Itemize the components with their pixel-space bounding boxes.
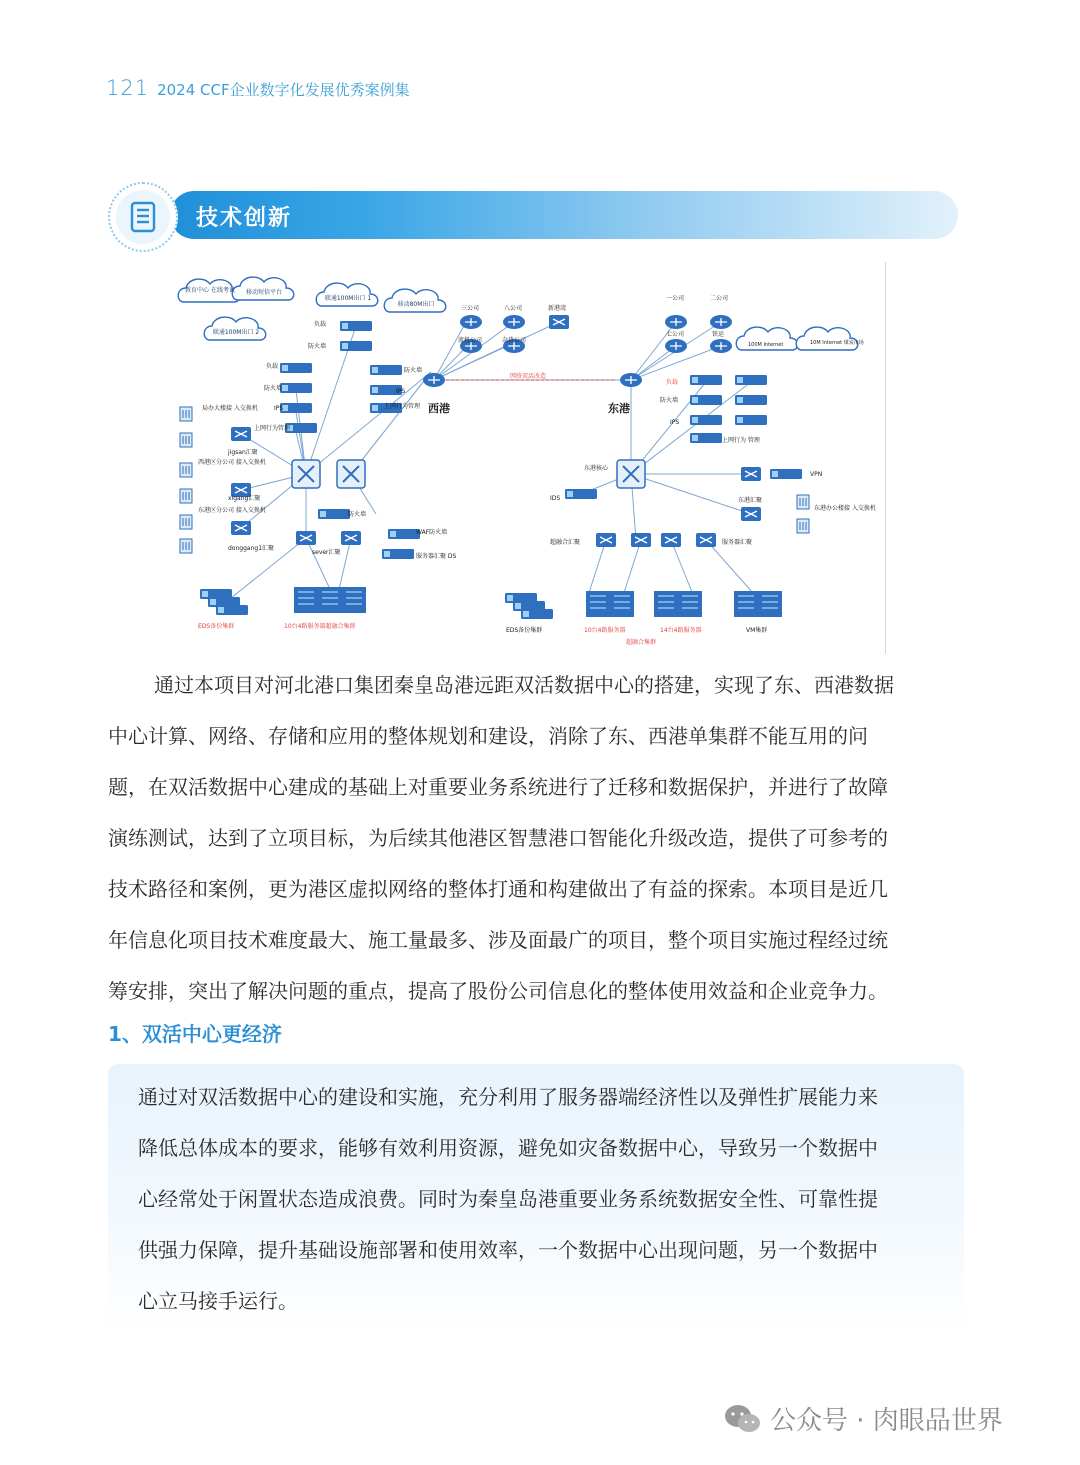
callout-line: 通过对双活数据中心的建设和实施，充分利用了服务器端经济性以及弹性扩展能力来 [138, 1085, 878, 1109]
link-label: 网络双活改造 [510, 373, 547, 380]
svg-text:一公司: 一公司 [666, 295, 685, 302]
svg-text:VPN: VPN [810, 471, 823, 478]
svg-text:IPS: IPS [274, 405, 284, 412]
callout-line: 供强力保障，提升基础设施部署和使用效率，一个数据中心出现问题，另一个数据中 [138, 1238, 878, 1262]
svg-text:10M Internet 煤炭市场: 10M Internet 煤炭市场 [810, 340, 864, 346]
svg-text:八公司: 八公司 [504, 305, 523, 312]
svg-text:负载: 负载 [266, 363, 279, 370]
svg-text:负载: 负载 [314, 321, 327, 328]
paragraph-line: 通过本项目对河北港口集团秦皇岛港远距双活数据中心的搭建，实现了东、西港数据 [154, 673, 894, 697]
svg-text:sever汇聚: sever汇聚 [312, 549, 341, 556]
svg-text:防火墙: 防火墙 [308, 343, 327, 350]
paragraph-line: 技术路径和案例，更为港区虚拟网络的整体打通和构建做出了有益的探索。本项目是近几 [108, 877, 888, 901]
svg-text:WAF防火墙: WAF防火墙 [416, 529, 448, 536]
svg-text:上网行为 管理: 上网行为 管理 [722, 437, 760, 444]
svg-text:EDS备份集群: EDS备份集群 [506, 627, 543, 634]
paragraph-line: 中心计算、网络、存储和应用的整体规划和建设，消除了东、西港单集群不能互用的问 [108, 724, 868, 748]
svg-text:IPS: IPS [670, 419, 680, 426]
section-title: 技术创新 [196, 206, 293, 231]
svg-text:东港核心: 东港核心 [584, 465, 609, 472]
svg-text:xigang汇聚: xigang汇聚 [228, 495, 261, 502]
body-paragraph [108, 660, 964, 1017]
svg-text:jigsan汇聚: jigsan汇聚 [228, 449, 258, 456]
section-banner [108, 182, 958, 248]
paragraph-line: 题，在双活数据中心建成的基础上对重要业务系统进行了迁移和数据保护，并进行了故障 [108, 775, 888, 799]
callout-line: 心立马接手运行。 [138, 1289, 298, 1313]
svg-text:IPS: IPS [396, 388, 406, 395]
svg-text:donggang1汇聚: donggang1汇聚 [228, 545, 275, 552]
paragraph-line: 年信息化项目技术难度最大、施工量最多、涉及面最广的项目，整个项目实施过程经过统 [108, 928, 888, 952]
cloud-label-1: 教育中心 在线考试 [185, 287, 235, 294]
publication-title: 2024 CCF企业数字化发展优秀案例集 [157, 81, 410, 99]
svg-text:杂货公司: 杂货公司 [502, 337, 527, 344]
svg-text:防火墙: 防火墙 [404, 367, 423, 374]
svg-text:防火墙: 防火墙 [660, 397, 679, 404]
svg-text:服务器汇聚 DS: 服务器汇聚 DS [416, 553, 457, 560]
page-number: 121 [106, 76, 150, 100]
callout-box [108, 1064, 964, 1334]
svg-text:三公司: 三公司 [461, 305, 480, 312]
wechat-icon [724, 1403, 762, 1435]
svg-text:超融合集群: 超融合集群 [626, 639, 657, 646]
xigang-label: 西港 [428, 402, 450, 415]
svg-text:100M Internet: 100M Internet [748, 342, 784, 348]
svg-text:上网行为管理: 上网行为管理 [254, 425, 291, 432]
network-topology-diagram [176, 262, 886, 654]
svg-text:负载: 负载 [666, 379, 679, 386]
svg-text:防火墙: 防火墙 [264, 385, 283, 392]
document-list-icon [129, 201, 157, 233]
svg-text:新港湾: 新港湾 [548, 305, 567, 312]
paragraph-line: 筹安排，突出了解决问题的重点，提高了股份公司信息化的整体使用效益和企业竞争力。 [108, 979, 888, 1003]
paragraph-line: 演练测试，达到了立项目标，为后续其他港区智慧港口智能化升级改造，提供了可参考的 [108, 826, 888, 850]
cloud-label-2: 移动短信平台 [245, 289, 283, 296]
watermark [724, 1400, 1003, 1437]
svg-text:流机公司: 流机公司 [458, 337, 483, 344]
svg-text:EDS备份集群: EDS备份集群 [198, 623, 235, 630]
cloud-label-4: 移动80M出口 [397, 301, 435, 308]
svg-text:服务器汇聚: 服务器汇聚 [722, 539, 753, 546]
svg-text:10台4路服务器超融合集群: 10台4路服务器超融合集群 [284, 623, 356, 630]
section-icon-ring [108, 182, 178, 252]
svg-text:VM集群: VM集群 [746, 627, 768, 634]
svg-text:防火墙: 防火墙 [348, 511, 367, 518]
svg-text:14台4路服务器: 14台4路服务器 [660, 627, 702, 634]
subheading: 1、双活中心更经济 [108, 1022, 282, 1046]
topology-svg [176, 262, 886, 654]
svg-text:超融合汇聚: 超融合汇聚 [550, 539, 581, 546]
svg-text:东港汇聚: 东港汇聚 [738, 497, 763, 504]
svg-text:IDS: IDS [550, 495, 561, 502]
svg-text:七公司: 七公司 [666, 331, 685, 338]
donggang-label: 东港 [608, 402, 630, 415]
cloud-label-5: 联通100M出口 2 [212, 329, 260, 336]
callout-line: 心经常处于闲置状态造成浪费。同时为秦皇岛港重要业务系统数据安全性、可靠性提 [138, 1187, 878, 1211]
svg-text:东港办公楼接 入交换机: 东港办公楼接 入交换机 [814, 505, 876, 512]
svg-text:10台4路服务器: 10台4路服务器 [584, 627, 626, 634]
svg-text:东港区分公司 接入交换机: 东港区分公司 接入交换机 [198, 507, 266, 514]
svg-text:上网行为管理: 上网行为管理 [384, 403, 421, 410]
cloud-label-3: 联通100M出口 1 [324, 295, 372, 302]
svg-text:西港区分公司 接入交换机: 西港区分公司 接入交换机 [198, 459, 266, 466]
watermark-text: 公众号 · 肉眼品世界 [770, 1406, 1003, 1436]
svg-text:铁运: 铁运 [712, 331, 725, 338]
svg-text:局办大楼接 入交换机: 局办大楼接 入交换机 [202, 405, 258, 412]
svg-text:二公司: 二公司 [710, 295, 729, 302]
page-header [106, 76, 410, 100]
callout-line: 降低总体成本的要求，能够有效利用资源，避免如灾备数据中心，导致另一个数据中 [138, 1136, 878, 1160]
